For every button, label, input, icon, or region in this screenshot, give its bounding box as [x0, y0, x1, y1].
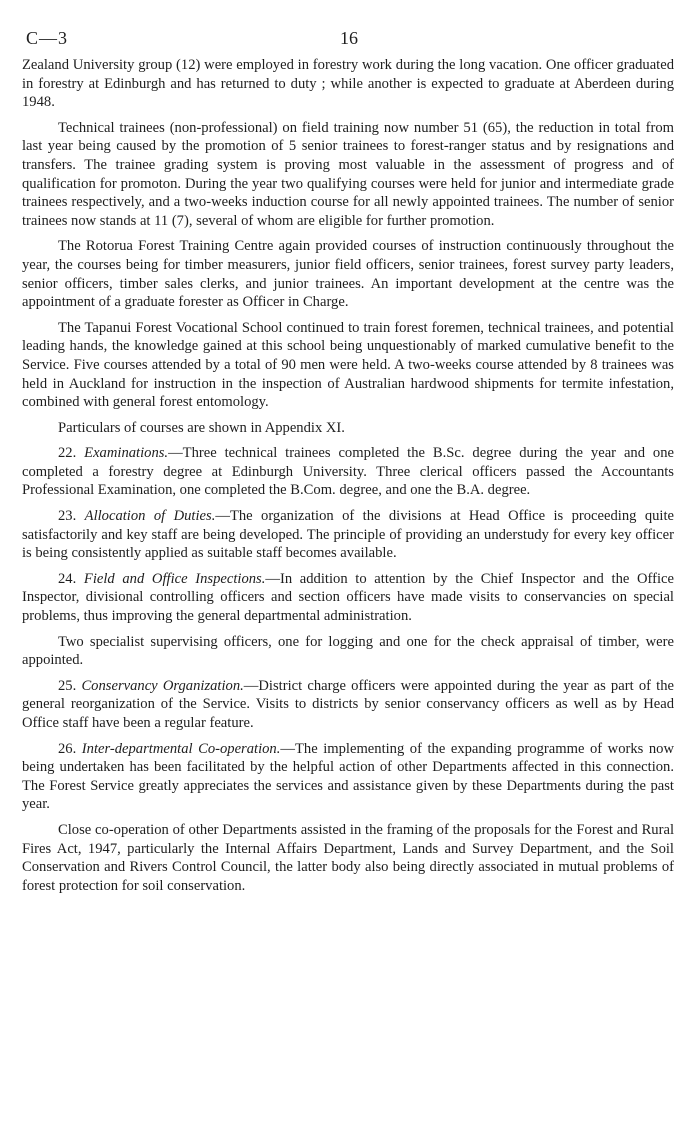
section-23-allocation-of-duties — [22, 507, 674, 563]
section-text: —District charge officers were appointed during the year as part of the general reorganization of the Service. Visits to districts by senior conservancy officers as well as by Head Office staff have been a regular feature. — [22, 677, 674, 731]
document-page — [22, 22, 674, 902]
page-header — [22, 22, 674, 56]
section-number: 24. — [58, 570, 77, 587]
body-text — [22, 56, 674, 895]
paragraph-rotorua-training-centre: The Rotorua Forest Training Centre again provided courses of instruction continuously throughout the year, the courses being for timber measurers, junior field officers, senior trainees, forest survey party leaders, senior officers, timber sales clerks, and junior trainees. An important development at the centre was the appointment of a graduate forester as Officer in Charge. — [22, 238, 674, 311]
section-24-field-office-inspections — [22, 570, 674, 626]
section-heading: Conservancy Organization. — [81, 677, 244, 694]
paragraph-specialist-officers: Two specialist supervising officers, one for logging and one for the check appraisal of timber, were appointed. — [22, 633, 674, 669]
section-code: C—3 — [26, 28, 69, 48]
paragraph-tapanui-school: The Tapanui Forest Vocational School continued to train forest foremen, technical trainees, and potential leading hands, the knowledge gained at this school being unquestionably of marked cumulative benefit to the Service. Five courses attended by a total of 90 men were held. A two-weeks course attended by 8 trainees was held in Auckland for instruction in the inspection of Australian hardwood shipments for termite infestation, combined with general forest entomology. — [22, 319, 674, 411]
section-heading: Inter-departmental Co-operation. — [81, 740, 281, 757]
section-heading: Allocation of Duties. — [84, 508, 216, 525]
section-number: 25. — [58, 677, 77, 694]
section-26-inter-departmental-cooperation — [22, 740, 674, 814]
paragraph-technical-trainees: Technical trainees (non-professional) on field training now number 51 (65), the reduction in total from last year being caused by the promotion of 5 senior trainees to forest-ranger status and by resignations and transfers. The trainee grading system is proving most valuable in the assessment of progress and of qualification for promoton. During the year two qualifying courses were held for junior and intermediate grade trainees respectively, and a two-weeks induction course for all newly appointed trainees. The number of senior trainees now stands at 11 (7), several of whom are eligible for further promotion. — [22, 119, 674, 229]
section-25-conservancy-organization — [22, 677, 674, 733]
section-text: —In addition to attention by the Chief Inspector and the Office Inspector, divisional controlling officers and section officers have made visits to conservancies on special problems, thus improving the general departmental administration. — [22, 570, 675, 625]
section-text: —The organization of the divisions at Head Office is proceeding quite satisfactorily and key staff are being developed. The principle of providing an understudy for every key officer is being consistently applied as suitable staff becomes available. — [22, 508, 674, 562]
section-number: 22. — [58, 445, 77, 462]
paragraph-continuation: Zealand University group (12) were employed in forestry work during the long vacation. One officer graduated in forestry at Edinburgh and has returned to duty ; while another is expected to graduate at Aberdeen during 1948. — [22, 57, 674, 111]
section-number: 23. — [58, 508, 77, 525]
section-heading: Examinations. — [84, 445, 169, 462]
paragraph-close-cooperation: Close co-operation of other Departments assisted in the framing of the proposals for the Forest and Rural Fires Act, 1947, particularly the Internal Affairs Department, Lands and Survey Department, and the Soil Conservation and Rivers Control Council, the latter body also being directly associated in mutual problems of forest protection for soil conservation. — [22, 821, 674, 894]
section-number: 26. — [58, 740, 77, 757]
page-number: 16 — [340, 28, 358, 48]
section-heading: Field and Office Inspections. — [83, 570, 266, 587]
section-text: —The implementing of the expanding programme of works now being undertaken has been facilitated by the helpful action of other Departments affected in this connection. The Forest Service greatly appreciates the services and assistance given by these Departments during the past year. — [22, 740, 675, 813]
paragraph-appendix-reference: Particulars of courses are shown in Appendix XI. — [58, 419, 345, 436]
section-text: —Three technical trainees completed the B.Sc. degree during the year and one completed a forestry degree at Edinburgh University. Three clerical officers passed the Accountants Professional Examination, one completed the B.Com. degree, and one the B.A. degree. — [22, 445, 674, 499]
section-22-examinations — [22, 444, 674, 500]
